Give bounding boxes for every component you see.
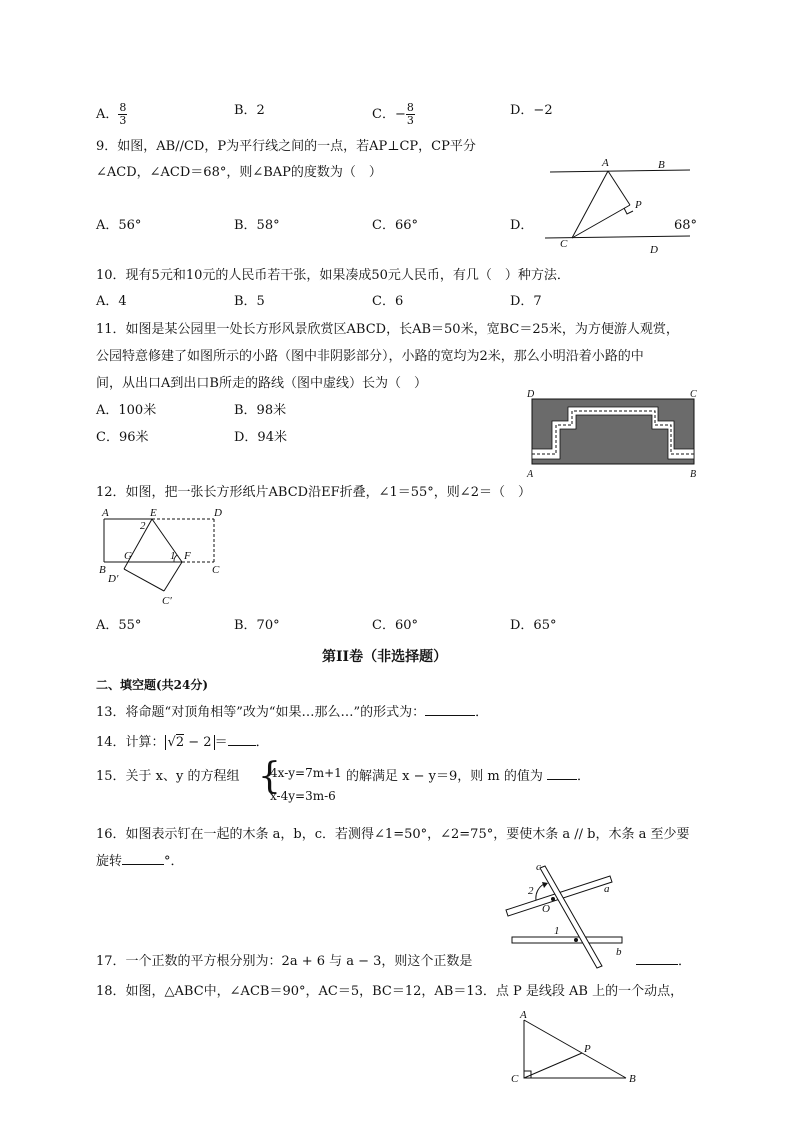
q16-figure bbox=[504, 858, 634, 970]
q11-line-1: 11．如图是某公园里一处长方形风景欣赏区ABCD，长AB＝50米，宽BC＝25米，为方便游人观赏， bbox=[96, 322, 679, 337]
q12-label-a: A bbox=[102, 507, 109, 519]
q12-figure bbox=[96, 505, 236, 610]
q12-option-d: D．65° bbox=[510, 618, 557, 633]
q12-option-b: B．70° bbox=[234, 618, 280, 633]
q18-text: 18．如图，△ABC中，∠ACB＝90°，AC＝5，BC＝12，AB＝13．点 P 是线段 AB 上的一个动点， bbox=[96, 984, 684, 999]
q14-text: 14．计算： √2 − 2 ＝ ． bbox=[96, 735, 269, 750]
q12-label-e: E bbox=[150, 507, 157, 519]
q12-label-c: C bbox=[212, 564, 220, 576]
q15-brace: { bbox=[258, 756, 281, 797]
q8-option-b: B．2 bbox=[234, 103, 265, 118]
q17-text: 17．一个正数的平方根分别为：2a + 6 与 a − 3，则这个正数是 bbox=[96, 954, 473, 969]
q13-answer-blank bbox=[425, 715, 475, 716]
q14-answer-blank bbox=[228, 745, 256, 746]
q12-label-2: 2 bbox=[140, 520, 146, 532]
q16-label-a: a bbox=[604, 883, 610, 895]
q9-label-c: C bbox=[560, 238, 568, 250]
q15-answer-blank bbox=[547, 779, 577, 780]
q18-label-b: B bbox=[629, 1073, 636, 1085]
q9-line-1: 9．如图，AB//CD，P为平行线之间的一点，若AP⊥CP，CP平分 bbox=[96, 139, 476, 154]
q15-pre: 15．关于 x、y 的方程组 bbox=[96, 769, 240, 784]
q11-label-d: D bbox=[527, 389, 535, 400]
q9-option-d-value: 68° bbox=[674, 218, 698, 233]
q11-figure bbox=[524, 387, 704, 479]
q18-label-a: A bbox=[520, 1009, 527, 1021]
q9-option-d: D． bbox=[510, 218, 534, 233]
q12-label-b: B bbox=[99, 564, 106, 576]
q10-option-d: D．7 bbox=[510, 294, 542, 309]
q12-label-cprime: C′ bbox=[162, 595, 172, 607]
q8-option-d: D．−2 bbox=[510, 103, 553, 118]
q16-line-1: 16．如图表示钉在一起的木条 a，b，c．若测得∠1=50°，∠2=75°，要使木条 a // b，木条 a 至少要 bbox=[96, 827, 690, 842]
q9-label-d: D bbox=[650, 244, 658, 256]
q16-label-b: b bbox=[616, 946, 622, 958]
q9-option-b: B．58° bbox=[234, 218, 280, 233]
q16-label-o: O bbox=[542, 903, 550, 915]
q10-line-1: 10．现有5元和10元的人民币若干张，如果凑成50元人民币，有几（ ）种方法． bbox=[96, 268, 570, 283]
q9-line-2: ∠ACD，∠ACD＝68°，则∠BAP的度数为（ ） bbox=[96, 165, 382, 180]
q18-label-p: P bbox=[584, 1043, 591, 1055]
q11-label-b: B bbox=[690, 469, 697, 479]
section-subtitle: 二、填空题(共24分) bbox=[96, 678, 209, 692]
q10-option-c: C．6 bbox=[372, 294, 404, 309]
q18-figure bbox=[508, 1008, 648, 1090]
q12-label-g: G bbox=[124, 550, 132, 562]
q12-label-d: D bbox=[214, 507, 222, 519]
q11-line-3: 间，从出口A到出口B所走的路线（图中虚线）长为（ ） bbox=[96, 376, 427, 391]
q16-label-c: c bbox=[536, 861, 541, 873]
q15-condition: 的解满足 x − y＝9，则 m 的值为 ． bbox=[346, 769, 590, 784]
q8-option-a: A． $\frac{8}{3}$ bbox=[96, 101, 127, 127]
q11-line-2: 公园特意修建了如图所示的小路（图中非阴影部分），小路的宽均为2米，那么小明沿着小路的中 bbox=[96, 349, 644, 364]
q16-label-2: 2 bbox=[528, 885, 534, 897]
q17-answer-blank bbox=[636, 964, 678, 965]
q16-line-2: 旋转 °． bbox=[96, 854, 184, 869]
q11-option-a: A．100米 bbox=[96, 403, 157, 418]
q8-option-c: C．− $\frac{8}{3}$ bbox=[372, 101, 414, 127]
section-title: 第II卷（非选择题） bbox=[322, 649, 448, 665]
q12-label-1: 1 bbox=[170, 550, 176, 562]
q12-label-f: F bbox=[184, 550, 191, 562]
q9-option-c: C．66° bbox=[372, 218, 418, 233]
q11-label-c: C bbox=[690, 389, 697, 400]
q11-label-a: A bbox=[527, 469, 534, 479]
q17-answer: ． bbox=[636, 953, 691, 971]
q11-option-d: D．94米 bbox=[234, 430, 287, 445]
q9-label-b: B bbox=[658, 159, 665, 171]
q15-equation-2: x-4y=3m-6 bbox=[270, 789, 336, 803]
q18-label-c: C bbox=[511, 1073, 519, 1085]
q13-text: 13．将命题“对顶角相等”改为“如果…那么…”的形式为： ． bbox=[96, 705, 489, 720]
q11-option-b: B．98米 bbox=[234, 403, 287, 418]
q12-label-dprime: D′ bbox=[108, 573, 119, 585]
q11-option-c: C．96米 bbox=[96, 430, 149, 445]
q9-option-a: A．56° bbox=[96, 218, 142, 233]
q12-option-a: A．55° bbox=[96, 618, 142, 633]
q10-option-a: A．4 bbox=[96, 294, 127, 309]
q9-label-a: A bbox=[602, 157, 609, 169]
q12-option-c: C．60° bbox=[372, 618, 418, 633]
q16-answer-blank bbox=[122, 864, 164, 865]
q15-equation-1: 4x-y=7m+1 bbox=[270, 766, 342, 780]
q9-figure bbox=[540, 150, 710, 260]
q12-line-1: 12．如图，把一张长方形纸片ABCD沿EF折叠，∠1＝55°，则∠2＝（ ） bbox=[96, 485, 531, 500]
q16-label-1: 1 bbox=[554, 925, 560, 937]
q10-option-b: B．5 bbox=[234, 294, 265, 309]
q9-label-p: P bbox=[635, 199, 642, 211]
